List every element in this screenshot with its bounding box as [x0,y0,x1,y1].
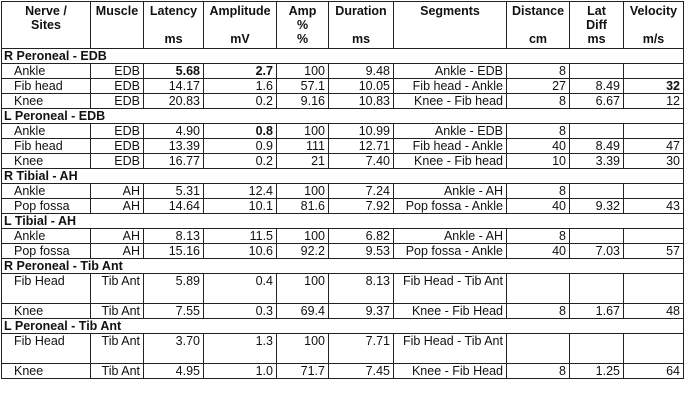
header-mid-text [332,18,390,32]
distance-cell: 40 [507,244,570,259]
site-cell: Fib head [2,79,91,94]
table-row [2,124,684,139]
header-mid-text [147,18,200,32]
distance-cell: 8 [507,124,570,139]
duration-cell: 7.24 [329,184,394,199]
table-row [2,304,684,319]
lat-diff-cell: 9.32 [570,199,624,214]
header-unit-text: ms [351,32,371,46]
velocity-cell [624,274,684,304]
muscle-cell: AH [91,229,144,244]
amplitude-cell: 10.6 [204,244,277,259]
header-unit-text [5,32,87,46]
latency-cell: 5.89 [144,274,204,304]
table-row [2,244,684,259]
column-header-distance [507,2,570,49]
table-row [2,94,684,109]
segment-cell: Pop fossa - Ankle [394,199,507,214]
column-header-velocity [624,2,684,49]
duration-cell: 7.45 [329,364,394,379]
table-row [2,139,684,154]
amp-percent-cell: 9.16 [277,94,329,109]
lat-diff-cell [570,274,624,304]
table-row [2,229,684,244]
amp-percent-cell: 100 [277,124,329,139]
latency-cell: 14.64 [144,199,204,214]
duration-cell: 9.53 [329,244,394,259]
header-top-text: Velocity [629,4,678,18]
lat-diff-cell: 1.25 [570,364,624,379]
header-mid-text: % [296,18,309,32]
amplitude-cell: 12.4 [204,184,277,199]
column-header-duration [329,2,394,49]
column-header-amplitude [204,2,277,49]
group-header-row [2,109,684,124]
duration-cell: 6.82 [329,229,394,244]
site-cell: Ankle [2,124,91,139]
velocity-cell [624,184,684,199]
header-unit-text: % [296,32,309,46]
table-row [2,79,684,94]
latency-cell: 5.31 [144,184,204,199]
muscle-cell: EDB [91,79,144,94]
muscle-cell: EDB [91,94,144,109]
amplitude-cell: 1.3 [204,334,277,364]
segment-cell: Knee - Fib head [394,154,507,169]
table-row [2,334,684,364]
table-row [2,184,684,199]
distance-cell: 40 [507,139,570,154]
group-header-row [2,49,684,64]
distance-cell [507,274,570,304]
latency-cell: 20.83 [144,94,204,109]
site-cell: Knee [2,364,91,379]
site-cell: Knee [2,154,91,169]
segment-cell: Ankle - EDB [394,124,507,139]
amplitude-cell: 2.7 [204,64,277,79]
latency-cell: 3.70 [144,334,204,364]
header-unit-text [94,32,140,46]
header-mid-text [510,18,566,32]
group-header-row [2,259,684,274]
nerve-conduction-table [1,1,684,379]
velocity-cell [624,334,684,364]
amp-percent-cell: 21 [277,154,329,169]
table-body [2,49,684,379]
muscle-cell: EDB [91,139,144,154]
segment-cell: Fib head - Ankle [394,79,507,94]
table-header [2,2,684,49]
lat-diff-cell [570,229,624,244]
header-top-text: Amplitude [209,4,271,18]
nerve-group-title: R Tibial - AH [2,169,684,184]
site-cell: Pop fossa [2,244,91,259]
segment-cell: Ankle - EDB [394,64,507,79]
velocity-cell: 48 [624,304,684,319]
nerve-group-title: L Peroneal - EDB [2,109,684,124]
table-row [2,64,684,79]
latency-cell: 13.39 [144,139,204,154]
latency-cell: 14.17 [144,79,204,94]
amplitude-cell: 1.6 [204,79,277,94]
header-row [2,2,684,49]
header-unit-text [397,32,503,46]
site-cell: Fib Head [2,334,91,364]
muscle-cell: AH [91,184,144,199]
velocity-cell: 57 [624,244,684,259]
header-mid-text [207,18,273,32]
nerve-group-title: L Tibial - AH [2,214,684,229]
header-mid-text [397,18,503,32]
lat-diff-cell: 6.67 [570,94,624,109]
latency-cell: 15.16 [144,244,204,259]
amplitude-cell: 0.8 [204,124,277,139]
velocity-cell: 12 [624,94,684,109]
amp-percent-cell: 100 [277,184,329,199]
duration-cell: 9.37 [329,304,394,319]
latency-cell: 5.68 [144,64,204,79]
group-header-row [2,214,684,229]
muscle-cell: Tib Ant [91,334,144,364]
duration-cell: 12.71 [329,139,394,154]
segment-cell: Knee - Fib Head [394,364,507,379]
header-top-text: Segments [420,4,480,18]
header-unit-text: ms [587,32,606,46]
site-cell: Ankle [2,184,91,199]
table-row [2,154,684,169]
amplitude-cell: 11.5 [204,229,277,244]
header-top-text: Latency [149,4,198,18]
nerve-group-title: R Peroneal - EDB [2,49,684,64]
site-cell: Knee [2,304,91,319]
site-cell: Fib Head [2,274,91,304]
lat-diff-cell: 3.39 [570,154,624,169]
muscle-cell: Tib Ant [91,364,144,379]
velocity-cell: 43 [624,199,684,214]
column-header-amp-percent [277,2,329,49]
header-mid-text: Diff [586,18,607,32]
segment-cell: Ankle - AH [394,184,507,199]
duration-cell: 9.48 [329,64,394,79]
duration-cell: 7.40 [329,154,394,169]
latency-cell: 7.55 [144,304,204,319]
duration-cell: 10.05 [329,79,394,94]
distance-cell: 8 [507,184,570,199]
amp-percent-cell: 111 [277,139,329,154]
segment-cell: Ankle - AH [394,229,507,244]
muscle-cell: EDB [91,64,144,79]
segment-cell: Fib head - Ankle [394,139,507,154]
duration-cell: 10.83 [329,94,394,109]
latency-cell: 16.77 [144,154,204,169]
segment-cell: Knee - Fib Head [394,304,507,319]
muscle-cell: EDB [91,154,144,169]
duration-cell: 7.92 [329,199,394,214]
distance-cell: 27 [507,79,570,94]
amp-percent-cell: 100 [277,274,329,304]
lat-diff-cell [570,334,624,364]
header-unit-text: mV [230,32,250,46]
muscle-cell: EDB [91,124,144,139]
column-header-latency [144,2,204,49]
lat-diff-cell [570,64,624,79]
amp-percent-cell: 100 [277,64,329,79]
table-row [2,199,684,214]
nerve-group-title: R Peroneal - Tib Ant [2,259,684,274]
latency-cell: 8.13 [144,229,204,244]
amp-percent-cell: 81.6 [277,199,329,214]
velocity-cell: 47 [624,139,684,154]
velocity-cell: 64 [624,364,684,379]
column-header-segments [394,2,507,49]
header-top-text: Nerve / [25,4,67,18]
header-mid-text [627,18,680,32]
segment-cell: Pop fossa - Ankle [394,244,507,259]
velocity-cell: 32 [624,79,684,94]
latency-cell: 4.90 [144,124,204,139]
lat-diff-cell [570,184,624,199]
amp-percent-cell: 100 [277,334,329,364]
group-header-row [2,169,684,184]
amp-percent-cell: 57.1 [277,79,329,94]
distance-cell: 8 [507,64,570,79]
header-unit-text: m/s [642,32,665,46]
amplitude-cell: 0.2 [204,94,277,109]
site-cell: Knee [2,94,91,109]
site-cell: Fib head [2,139,91,154]
header-unit-text: ms [164,32,183,46]
segment-cell: Fib Head - Tib Ant [394,334,507,364]
segment-cell: Knee - Fib head [394,94,507,109]
distance-cell: 40 [507,199,570,214]
velocity-cell [624,229,684,244]
velocity-cell [624,64,684,79]
velocity-cell: 30 [624,154,684,169]
amplitude-cell: 0.2 [204,154,277,169]
header-mid-text [94,18,140,32]
lat-diff-cell: 1.67 [570,304,624,319]
nerve-group-title: L Peroneal - Tib Ant [2,319,684,334]
lat-diff-cell: 8.49 [570,79,624,94]
column-header-lat-diff [570,2,624,49]
header-top-text: Lat [587,4,606,18]
latency-cell: 4.95 [144,364,204,379]
distance-cell: 8 [507,229,570,244]
muscle-cell: AH [91,244,144,259]
segment-cell: Fib Head - Tib Ant [394,274,507,304]
header-unit-text: cm [528,32,548,46]
distance-cell: 8 [507,94,570,109]
lat-diff-cell: 8.49 [570,139,624,154]
header-mid-text: Sites [31,18,61,32]
amplitude-cell: 0.4 [204,274,277,304]
amplitude-cell: 0.9 [204,139,277,154]
distance-cell: 10 [507,154,570,169]
duration-cell: 8.13 [329,274,394,304]
table-row [2,274,684,304]
header-top-text: Muscle [95,4,139,18]
site-cell: Ankle [2,64,91,79]
amplitude-cell: 1.0 [204,364,277,379]
site-cell: Ankle [2,229,91,244]
amp-percent-cell: 69.4 [277,304,329,319]
group-header-row [2,319,684,334]
amp-percent-cell: 100 [277,229,329,244]
amp-percent-cell: 92.2 [277,244,329,259]
header-top-text: Duration [335,4,387,18]
amplitude-cell: 0.3 [204,304,277,319]
duration-cell: 10.99 [329,124,394,139]
lat-diff-cell: 7.03 [570,244,624,259]
column-header-nerve-sites [2,2,91,49]
muscle-cell: AH [91,199,144,214]
table-row [2,364,684,379]
distance-cell [507,334,570,364]
muscle-cell: Tib Ant [91,274,144,304]
site-cell: Pop fossa [2,199,91,214]
header-top-text: Amp [288,4,317,18]
amplitude-cell: 10.1 [204,199,277,214]
distance-cell: 8 [507,304,570,319]
velocity-cell [624,124,684,139]
distance-cell: 8 [507,364,570,379]
duration-cell: 7.71 [329,334,394,364]
amp-percent-cell: 71.7 [277,364,329,379]
lat-diff-cell [570,124,624,139]
column-header-muscle [91,2,144,49]
muscle-cell: Tib Ant [91,304,144,319]
header-top-text: Distance [511,4,565,18]
